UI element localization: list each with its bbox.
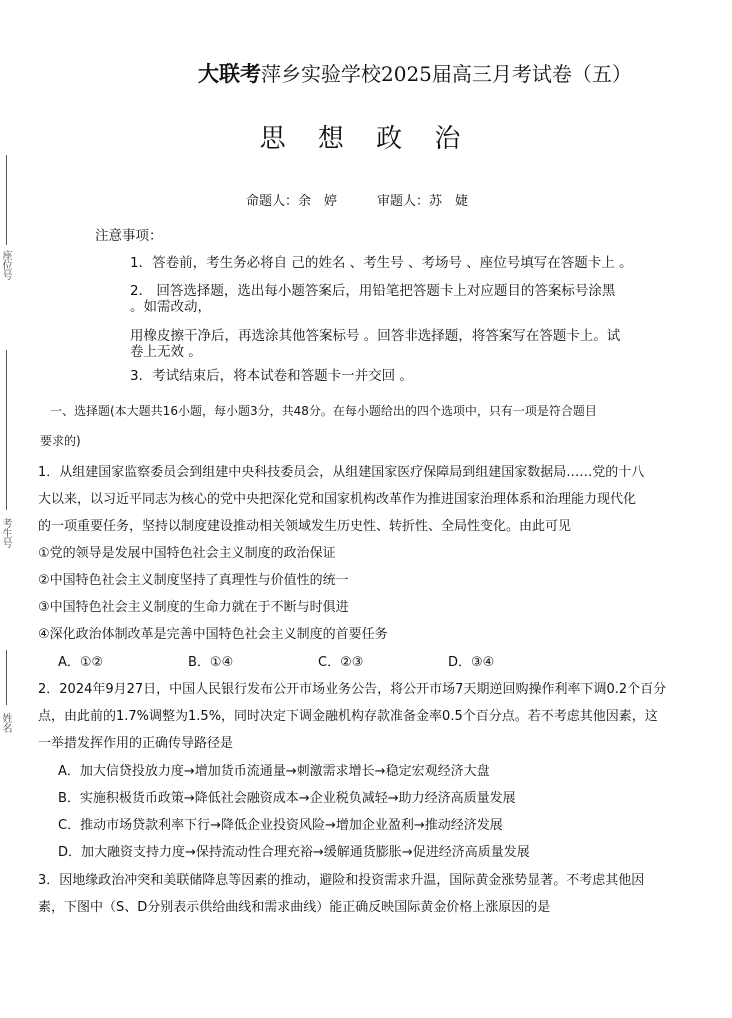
section-heading: 一、选择题(本大题共16小题，每小题3分，共48分。在每小题给出的四个选项中，只有一项是符合题目: [50, 404, 597, 418]
brand-name: 大联考: [198, 61, 261, 86]
statement: ①党的领导是发展中国特色社会主义制度的政治保证: [38, 546, 336, 561]
notice-item: 2． 回答选择题，选出每小题答案后，用铅笔把答题卡上对应题目的答案标号涂黑: [130, 283, 616, 299]
option-b: B．①④: [188, 655, 234, 670]
seat-number-label: 座位号: [0, 250, 11, 280]
setter: 命题人：余 婷: [246, 194, 338, 209]
notice-item: 1．答卷前，考生务必将自 己的姓名 、考生号 、考场号 、座位号填写在答题卡上 。: [130, 255, 633, 271]
option-d: D．加大融资支持力度→保持流动性合理充裕→缓解通货膨胀→促进经济高质量发展: [58, 845, 530, 860]
notice-item: 。如需改动，: [130, 299, 211, 315]
subject-title: 思 想 政 治: [259, 124, 473, 154]
question-text: 1．从组建国家监察委员会到组建中央科技委员会，从组建国家医疗保障局到组建国家数据局……党的十八: [38, 465, 645, 480]
option-b: B．实施积极货币政策→降低社会融资成本→企业税负减轻→助力经济高质量发展: [58, 791, 516, 806]
question-text: 大以来，以习近平同志为核心的党中央把深化党和国家机构改革作为推进国家治理体系和治理能力现代化: [38, 492, 637, 507]
option-c: C．推动市场贷款利率下行→降低企业投资风险→增加企业盈利→推动经济发展: [58, 818, 503, 833]
binding-line: [6, 650, 7, 705]
option-c: C．②③: [318, 655, 364, 670]
option-a: A．加大信贷投放力度→增加货币流通量→刺激需求增长→稳定宏观经济大盘: [58, 764, 490, 779]
reviewer: 审题人：苏 婕: [377, 194, 469, 209]
school-title: 萍乡实验学校2025届高三月考试卷（五）: [261, 62, 632, 86]
exam-title: [198, 58, 632, 88]
exam-number-label: 考生号: [0, 518, 11, 548]
name-label: 姓名: [0, 713, 11, 733]
answer-options: [58, 651, 578, 670]
question-text: 素，下图中（S、D分别表示供给曲线和需求曲线）能正确反映国际黄金价格上涨原因的是: [38, 900, 551, 915]
notice-item: 用橡皮擦干净后，再选涂其他答案标号 。回答非选择题，将答案写在答题卡上。试: [130, 328, 621, 344]
question-text: 2．2024年9月27日，中国人民银行发布公开市场业务公告，将公开市场7天期逆回购操作利率下调0.2个百分: [38, 682, 667, 697]
notice-heading: 注意事项：: [95, 228, 163, 244]
notice-item: 卷上无效 。: [130, 344, 202, 360]
question-text: 一举措发挥作用的正确传导路径是: [38, 736, 234, 751]
question-text: 的一项重要任务，坚持以制度建设推动相关领域发生历史性、转折性、全局性变化。由此可见: [38, 519, 572, 534]
question-text: 点，由此前的1.7%调整为1.5%，同时决定下调金融机构存款准备金率0.5个百分点。若不考虑其他因素，这: [38, 709, 658, 724]
statement: ③中国特色社会主义制度的生命力就在于不断与时俱进: [38, 600, 349, 615]
binding-line: [6, 155, 7, 245]
notice-item: 3．考试结束后，将本试卷和答题卡一并交回 。: [130, 368, 413, 384]
statement: ②中国特色社会主义制度坚持了真理性与价值性的统一: [38, 573, 349, 588]
option-a: A．①②: [58, 655, 104, 670]
option-d: D．③④: [448, 655, 495, 670]
section-heading-cont: 要求的): [40, 434, 81, 448]
authors: [246, 190, 508, 209]
statement: ④深化政治体制改革是完善中国特色社会主义制度的首要任务: [38, 627, 388, 642]
question-text: 3．因地缘政治冲突和美联储降息等因素的推动，避险和投资需求升温，国际黄金涨势显著。不考虑其他因: [38, 873, 645, 888]
binding-line: [6, 350, 7, 510]
